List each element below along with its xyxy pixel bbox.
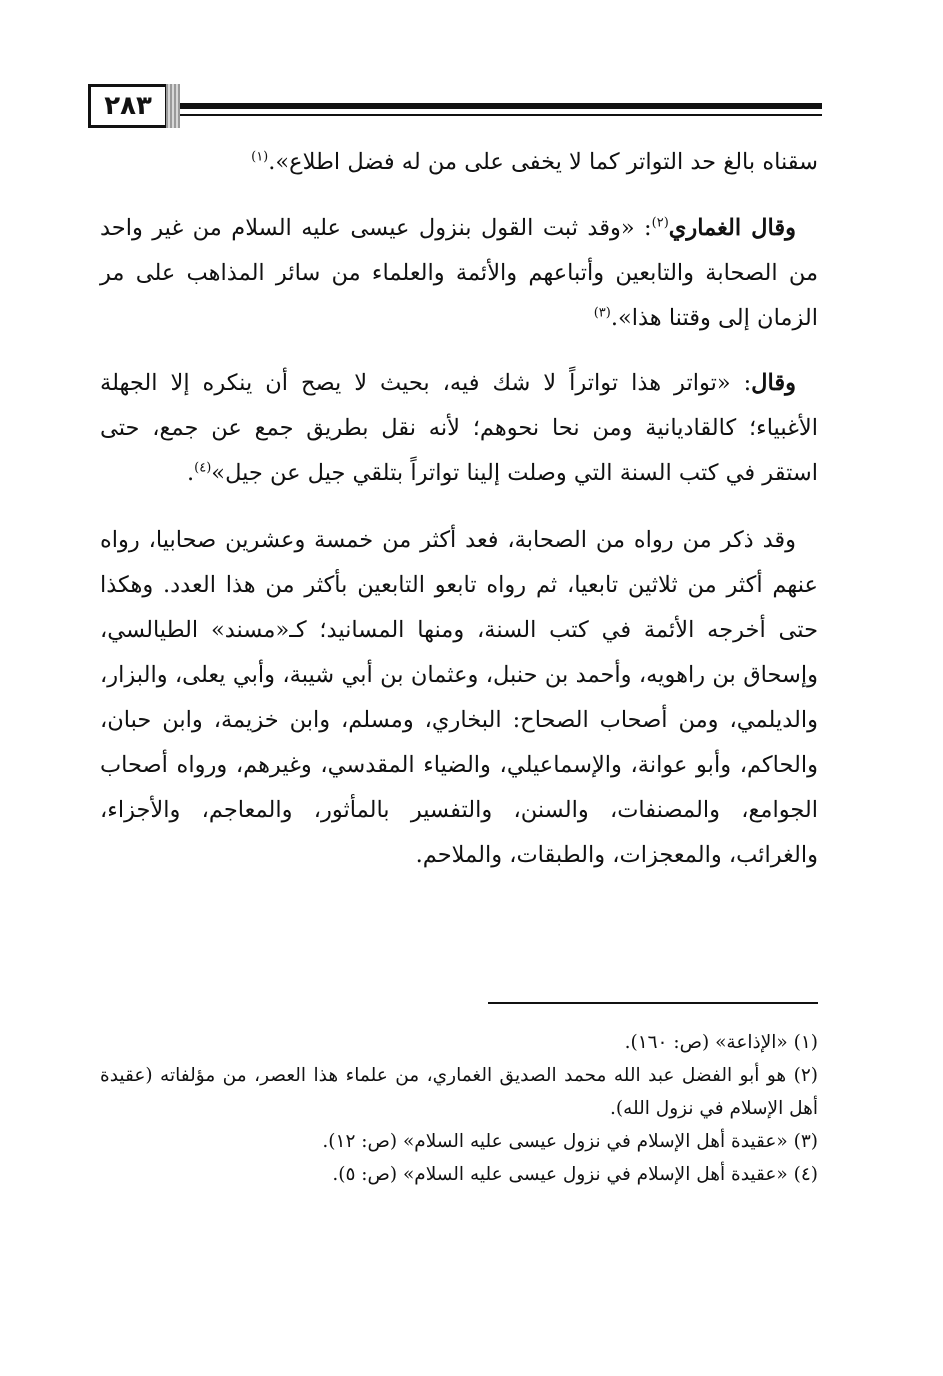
footnote-ref-1: (١) <box>251 149 269 165</box>
footnote-3: (٣) «عقيدة أهل الإسلام في نزول عيسى عليه السلام» (ص: ١٢). <box>322 1131 818 1152</box>
paragraph-4-text: وقد ذكر من رواه من الصحابة، فعد أكثر من خمسة وعشرين صحابيا، رواه عنهم أكثر من ثلاثين تابعيا، ثم رواه تابعو التابعين بأكثر من هذا العدد. وهكذا حتى أخرجه الأئمة في كتب السنة، ومنها المسانيد؛ كـ«مسند» الطيالسي، وإسحاق بن راهويه، وأحمد بن حنبل، وعثمان بن أبي شيبة، وأبي يعلى، والبزار، والديلمي، ومن أصحاب الصحاح: البخاري، ومسلم، وابن خزيمة، وابن حبان، والحاكم، وأبو عوانة، والإسماعيلي، والضياء المقدسي، وغيرهم، ورواه أصحاب الجوامع، والمصنفات، والسنن، والتفسير بالمأثور، والمعاجم، والأجزاء، والغرائب، والمعجزات، والطبقات، والملاحم. <box>100 527 818 868</box>
footnote-ref-2: (٢) <box>651 215 669 231</box>
header-ornament <box>166 84 180 128</box>
footnotes <box>100 1026 818 1191</box>
paragraph-1-text: سقناه بالغ حد التواتر كما لا يخفى على من له فضل اطلاع». <box>268 149 818 175</box>
paragraph-4 <box>100 518 818 878</box>
header-rule-thick <box>180 103 822 109</box>
footnote-ref-4: (٤) <box>194 460 212 476</box>
paragraph-2-speaker: وقال الغماري <box>668 215 796 241</box>
paragraph-3-tail: . <box>187 460 195 486</box>
footnote-ref-3: (٣) <box>593 305 611 321</box>
header-rule-thin <box>180 114 822 116</box>
footnote-2: (٢) هو أبو الفضل عبد الله محمد الصديق الغماري، من علماء هذا العصر، من مؤلفاته (عقيدة أهل الإسلام في نزول الله). <box>100 1065 818 1119</box>
paragraph-3-speaker: وقال <box>751 370 796 396</box>
paragraph-3 <box>100 361 818 496</box>
page-number-text: ٢٨٣ <box>104 91 152 121</box>
footnote-separator <box>488 1002 818 1004</box>
footnote-4: (٤) «عقيدة أهل الإسلام في نزول عيسى عليه السلام» (ص: ٥). <box>332 1164 818 1185</box>
page-number <box>88 84 168 128</box>
footnote-1: (١) «الإذاعة» (ص: ١٦٠). <box>624 1032 818 1053</box>
paragraph-2 <box>100 206 818 341</box>
paragraph-1 <box>100 140 818 185</box>
paragraph-3-text: : «تواتر هذا تواتراً لا شك فيه، بحيث لا يصح أن ينكره إلا الجهلة الأغبياء؛ كالقاديانية ومن نحا نحوهم؛ لأنه نقل بطريق جمع عن جمع، حتى استقر في كتب السنة التي وصلت إلينا تواتراً بتلقي جيل عن جيل» <box>100 370 818 486</box>
main-text <box>100 140 818 878</box>
paragraph-2-text: : «وقد ثبت القول بنزول عيسى عليه السلام من غير واحد من الصحابة والتابعين وأتباعهم والأئمة والعلماء من سائر المذاهب على مر الزمان إلى وقتنا هذا». <box>100 215 818 331</box>
